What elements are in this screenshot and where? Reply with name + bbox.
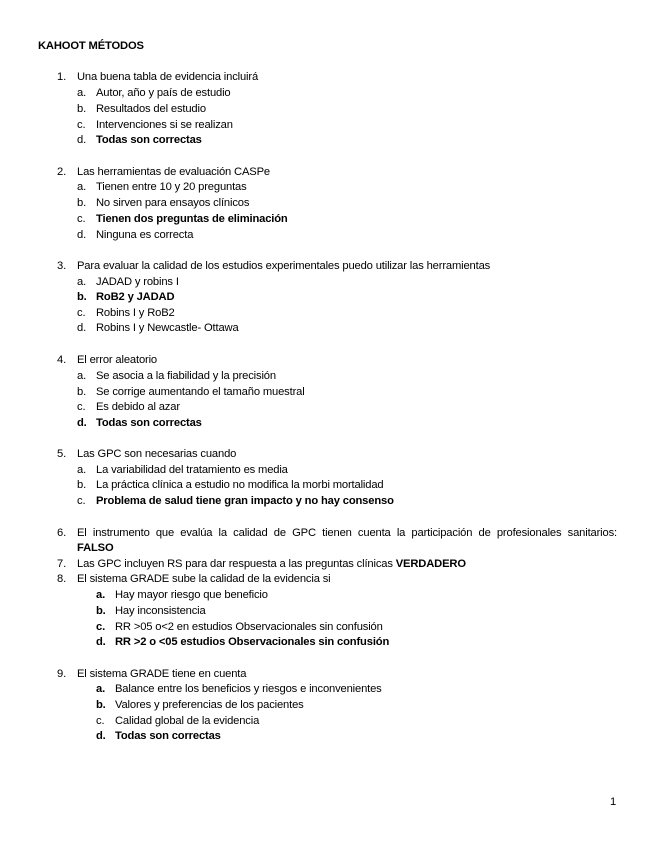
option-letter: b. — [96, 699, 106, 711]
option-letter: a. — [96, 589, 106, 601]
option-text: Calidad global de la evidencia — [115, 715, 260, 727]
option-text: Todas son correctas — [96, 417, 202, 429]
option-letter: a. — [77, 464, 87, 476]
question-text: Una buena tabla de evidencia incluirá — [77, 71, 259, 83]
option-letter: a. — [77, 181, 87, 193]
question-text: El error aleatorio — [77, 354, 157, 366]
option-letter: d. — [96, 636, 106, 648]
option-text: Hay inconsistencia — [115, 605, 206, 617]
question-number: 5. — [57, 448, 67, 460]
question-text: Para evaluar la calidad de los estudios experimentales puedo utilizar las herramientas — [77, 260, 491, 272]
option-letter: c. — [77, 213, 86, 225]
option-text: Todas son correctas — [115, 730, 221, 742]
question-number: 3. — [57, 260, 67, 272]
question-text: Las GPC son necesarias cuando — [77, 448, 237, 460]
option-text: La práctica clínica a estudio no modifica la morbi mortalidad — [96, 479, 384, 491]
answer-text: VERDADERO — [395, 558, 466, 570]
option-text: Problema de salud tiene gran impacto y no hay consenso — [96, 495, 394, 507]
question-text: El sistema GRADE sube la calidad de la evidencia si — [77, 573, 331, 585]
option-text: JADAD y robins I — [96, 276, 179, 288]
option-letter: c. — [96, 715, 105, 727]
question-text: El instrumento que evalúa la calidad de GPC tienen cuenta la participación de profesionales sanitarios: — [77, 527, 617, 539]
option-letter: b. — [77, 479, 87, 491]
option-letter: b. — [77, 103, 87, 115]
option-text: Se corrige aumentando el tamaño muestral — [96, 386, 305, 398]
option-text: No sirven para ensayos clínicos — [96, 197, 250, 209]
question-text: Las herramientas de evaluación CASPe — [77, 166, 270, 178]
option-letter: a. — [77, 87, 87, 99]
question-text: El sistema GRADE tiene en cuenta — [77, 668, 247, 680]
option-text: Intervenciones si se realizan — [96, 119, 233, 131]
option-text: Robins I y Newcastle- Ottawa — [96, 322, 239, 334]
option-letter: a. — [77, 276, 87, 288]
option-letter: a. — [96, 683, 106, 695]
option-text: La variabilidad del tratamiento es media — [96, 464, 288, 476]
question-number: 4. — [57, 354, 67, 366]
question-number: 6. — [57, 527, 67, 539]
question-number: 2. — [57, 166, 67, 178]
option-text: Es debido al azar — [96, 401, 180, 413]
option-text: Todas son correctas — [96, 134, 202, 146]
option-text: Tienen dos preguntas de eliminación — [96, 213, 288, 225]
question-number: 9. — [57, 668, 67, 680]
option-letter: b. — [77, 386, 87, 398]
option-letter: c. — [77, 119, 86, 131]
option-text: RoB2 y JADAD — [96, 291, 175, 303]
option-letter: c. — [77, 307, 86, 319]
option-letter: d. — [77, 229, 87, 241]
option-text: RR >2 o <05 estudios Observacionales sin confusión — [115, 636, 390, 648]
option-text: Ninguna es correcta — [96, 229, 194, 241]
question-number: 7. — [57, 558, 67, 570]
option-text: Autor, año y país de estudio — [96, 87, 231, 99]
option-text: Tienen entre 10 y 20 preguntas — [96, 181, 247, 193]
option-letter: d. — [96, 730, 106, 742]
document-title: KAHOOT MÉTODOS — [38, 40, 144, 52]
option-letter: d. — [77, 134, 87, 146]
option-letter: b. — [77, 197, 87, 209]
question-text-with-answer — [77, 558, 466, 570]
option-letter: d. — [77, 322, 87, 334]
option-text: RR >05 o<2 en estudios Observacionales sin confusión — [115, 621, 383, 633]
option-letter: b. — [77, 291, 87, 303]
option-text: Hay mayor riesgo que beneficio — [115, 589, 268, 601]
question-number: 8. — [57, 573, 67, 585]
option-letter: a. — [77, 370, 87, 382]
answer-text: FALSO — [77, 542, 114, 554]
option-letter: c. — [77, 495, 86, 507]
question-text: Las GPC incluyen RS para dar respuesta a las preguntas clínicas — [77, 558, 393, 570]
option-text: Se asocia a la fiabilidad y la precisión — [96, 370, 276, 382]
option-letter: b. — [96, 605, 106, 617]
option-text: Valores y preferencias de los pacientes — [115, 699, 304, 711]
option-text: Robins I y RoB2 — [96, 307, 175, 319]
option-letter: c. — [96, 621, 106, 633]
page-number: 1 — [610, 796, 617, 808]
option-letter: c. — [77, 401, 86, 413]
question-number: 1. — [57, 71, 67, 83]
option-text: Resultados del estudio — [96, 103, 206, 115]
option-text: Balance entre los beneficios y riesgos e inconvenientes — [115, 683, 382, 695]
option-letter: d. — [77, 417, 87, 429]
